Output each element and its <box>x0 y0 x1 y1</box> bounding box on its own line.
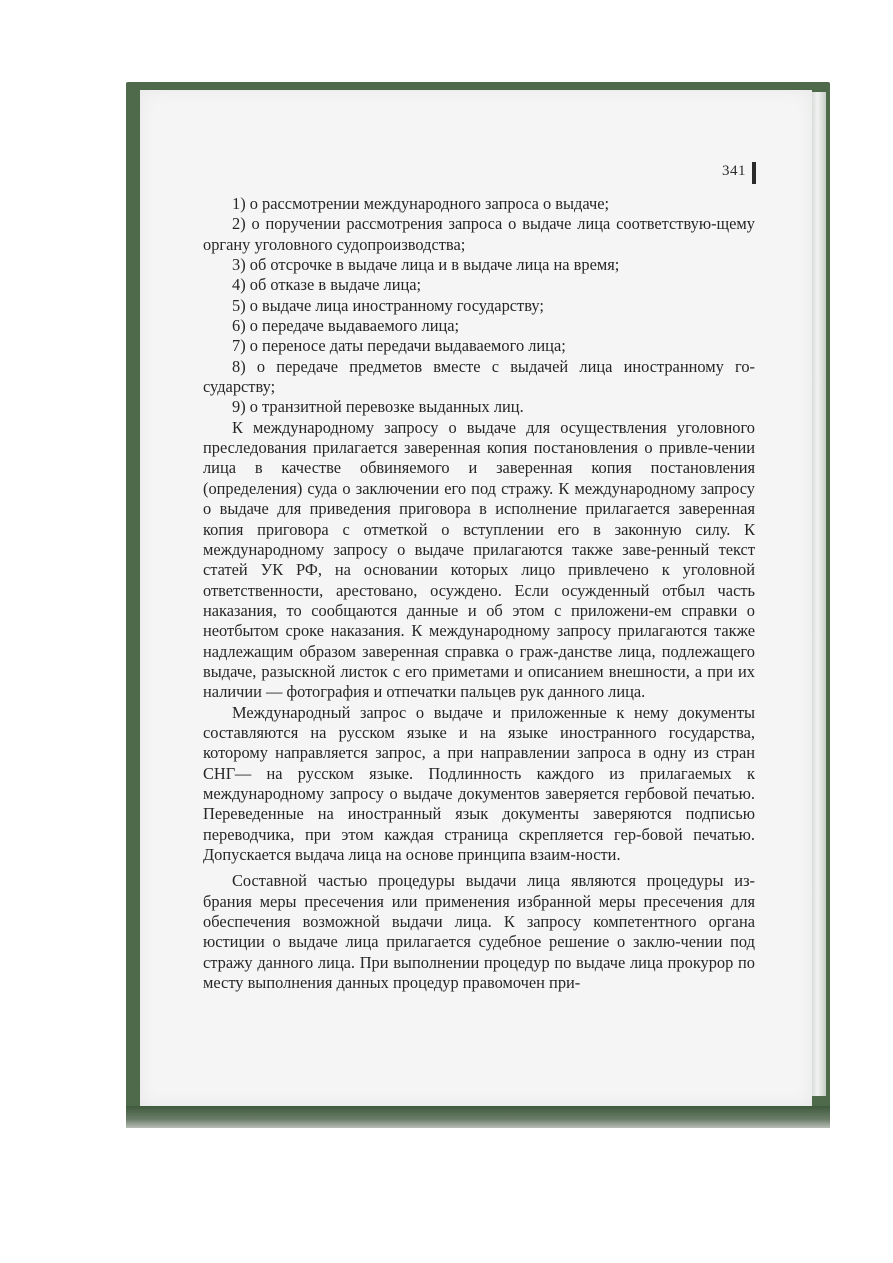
list-item: 8) о передаче предметов вместе с выдачей лица иностранному го-сударству; <box>203 356 755 397</box>
list-item: 9) о транзитной перевозке выданных лиц. <box>232 397 524 417</box>
paragraph-preventive-measures: Составной частью процедуры выдачи лица являются процедуры из-брания меры пресечения или применения избранной меры пресечения для обеспечения возможной выдачи лица. К запросу компетентного органа юстиции о выдаче лица прилагается судебное решение о заклю-чении под стражу данного лица. При выполнении процедур по выдаче лица прокурор по месту выполнения данных процедур правомочен при- <box>203 871 755 993</box>
list-item: 3) об отсрочке в выдаче лица и в выдаче лица на время; <box>232 255 620 275</box>
page-stack-edge <box>812 92 826 1096</box>
page-number-marker <box>752 162 756 184</box>
list-item: 2) о поручении рассмотрения запроса о выдаче лица соответствую-щему органу уголовного судопроизводства; <box>203 214 755 254</box>
page-text <box>203 194 755 993</box>
list-item: 6) о передаче выдаваемого лица; <box>232 316 460 336</box>
list-item: 4) об отказе в выдаче лица; <box>232 275 422 295</box>
list-item: 1) о рассмотрении международного запроса о выдаче; <box>232 194 610 213</box>
paragraph-languages: Международный запрос о выдаче и приложенные к нему документы составляются на русском языке и на языке иностранного государства, которому направляется запрос, а при направлении запроса в одну из стран СНГ— на русском языке. Подлинность каждого из прилагаемых к международному запросу о выдаче документов заверяется гербовой печатью. Переведенные на иностранный язык документы заверяются подписью переводчика, при этом каждая страница скрепляется гер-бовой печатью. Допускается выдача лица на основе принципа взаим-ности. <box>203 702 755 864</box>
page-number: 341 <box>722 163 746 179</box>
cover-bottom-edge <box>126 1106 830 1128</box>
paragraph-attachments: К международному запросу о выдаче для осуществления уголовного преследования прилагается заверенная копия постановления о привле-чении лица в качестве обвиняемого и заверенная копия постановления (определения) суда о заключении его под стражу. К международному запросу о выдаче для приведения приговора в исполнение прилагается заверенная копия приговора с отметкой о вступлении его в законную силу. К международному запросу о выдаче прилагаются также заве-ренный текст статей УК РФ, на основании которых лицо привлечено к уголовной ответственности, арестовано, осуждено. Если осужденный отбыл часть наказания, то сообщаются данные и об этом с приложени-ем справки о неотбытом сроке наказания. К международному запросу прилагаются также надлежащим образом заверенная справка о граж-данстве лица, подлежащего выдаче, разыскной листок с его приметами и описанием внешности, а при их наличии — фотография и отпечатки пальцев рук данного лица. <box>203 417 755 702</box>
list-item: 5) о выдаче лица иностранному государству; <box>232 295 544 315</box>
list-item: 7) о переносе даты передачи выдаваемого лица; <box>232 336 566 356</box>
